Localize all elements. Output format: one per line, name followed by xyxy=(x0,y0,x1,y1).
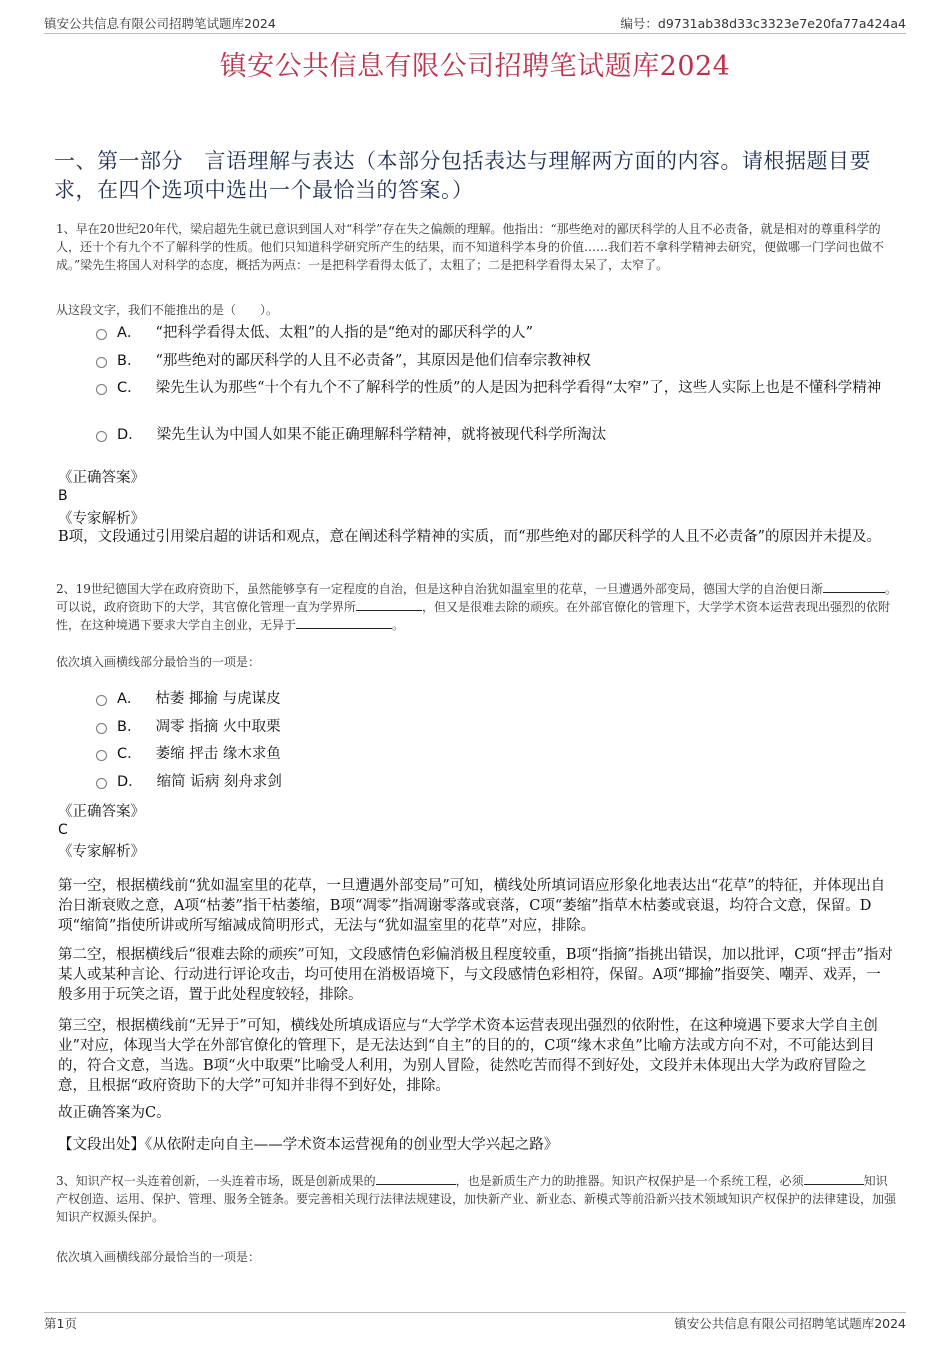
q1-prompt: 从这段文字，我们不能推出的是（ ）。 xyxy=(56,303,279,317)
radio-button[interactable] xyxy=(96,778,107,789)
q1-analysis-label: 《专家解析》 xyxy=(58,511,145,527)
page-title: 镇安公共信息有限公司招聘笔试题库2024 xyxy=(219,51,731,82)
header-doc-title: 镇安公共信息有限公司招聘笔试题库2024 xyxy=(44,16,276,31)
radio-button[interactable] xyxy=(96,384,107,395)
q2-prompt: 依次填入画横线部分最恰当的一项是： xyxy=(56,655,261,669)
q2-option-c[interactable]: C． 萎缩 抨击 缘木求鱼 xyxy=(96,744,896,764)
q2-analysis-p1: 第一空，根据横线前“犹如温室里的花草，一旦遭遇外部变局”可知，横线处所填词语应形象化地表达出“花草”的特征，并体现出自治日渐衰败之意，A项“枯萎”指干枯萎缩，B项“凋零”指凋谢零落或衰落，C项“萎缩”指草木枯萎或衰退，均符合文意，保留。D项“缩简”指使所讲或所写缩减成简明形式，无法与“犹如温室里的花草”对应，排除。 xyxy=(58,878,886,934)
page-footer xyxy=(44,1314,906,1334)
fill-blank xyxy=(804,1172,864,1185)
q2-analysis-label: 《专家解析》 xyxy=(58,844,145,860)
radio-button[interactable] xyxy=(96,357,107,368)
q1-option-c[interactable]: C． 梁先生认为那些“十个有九个不了解科学的性质”的人是因为把科学看得“太窄”了，这些人实际上也是不懂科学精神 xyxy=(96,378,896,398)
radio-button[interactable] xyxy=(96,329,107,340)
q1-stem: 1、早在20世纪20年代，梁启超先生就已意识到国人对“科学”存在失之偏颇的理解。他指出：“那些绝对的鄙厌科学的人且不必责备，就是相对的尊重科学的人，还十个有九个不了解科学的性质。他们只知道科学研究所产生的结果，而不知道科学本身的价值……我们若不拿科学精神去研究，便做哪一门学问也做不成。”梁先生将国人对科学的态度，概括为两点：一是把科学看得太低了，太粗了；二是把科学看得太呆了，太窄了。 xyxy=(56,222,885,272)
radio-button[interactable] xyxy=(96,695,107,706)
q2-answer: C xyxy=(58,822,68,838)
page-number: 第1页 xyxy=(44,1316,77,1331)
q3-prompt: 依次填入画横线部分最恰当的一项是： xyxy=(56,1250,261,1264)
q2-analysis-p3: 第三空，根据横线前“无异于”可知，横线处所填成语应与“大学学术资本运营表现出强烈的依附性，在这种境遇下要求大学自主创业”对应，体现当大学在外部官僚化的管理下，是无法达到“自主”的目的的，C项“缘木求鱼”比喻方法或方向不对，不可能达到目的，符合文意，当选。B项“火中取栗”比喻受人利用，为别人冒险，徒然吃苦而得不到好处，文段并未体现出大学为政府冒险之意，且根据“政府资助下的大学”可知并非得不到好处，排除。 xyxy=(58,1018,878,1094)
q2-option-b[interactable]: B． 凋零 指摘 火中取栗 xyxy=(96,717,896,737)
q2-option-d[interactable]: D． 缩简 诟病 刻舟求剑 xyxy=(96,772,896,792)
footer-doc-title: 镇安公共信息有限公司招聘笔试题库2024 xyxy=(674,1316,906,1331)
q2-option-a[interactable]: A． 枯萎 揶揄 与虎谋皮 xyxy=(96,689,896,709)
q1-option-a[interactable]: A． “把科学看得太低、太粗”的人指的是“绝对的鄙厌科学的人” xyxy=(96,323,896,343)
radio-button[interactable] xyxy=(96,431,107,442)
section-heading: 一、第一部分 言语理解与表达（本部分包括表达与理解两方面的内容。请根据题目要求，在四个选项中选出一个最恰当的答案。） xyxy=(54,149,871,202)
fill-blank xyxy=(356,598,422,611)
header-divider xyxy=(44,33,906,34)
q2-analysis-p2: 第二空，根据横线后“很难去除的顽疾”可知，文段感情色彩偏消极且程度较重，B项“指摘”指挑出错误，加以批评，C项“抨击”指对某人或某种言论、行动进行评论攻击，均可使用在消极语境下，与文段感情色彩相符，保留。A项“揶揄”指耍笑、嘲弄、戏弄，一般多用于玩笑之语，置于此处程度较轻，排除。 xyxy=(58,947,893,1003)
q1-answer: B xyxy=(58,488,68,504)
q2-source: 【文段出处】《从依附走向自主——学术资本运营视角的创业型大学兴起之路》 xyxy=(58,1137,559,1153)
q2-conclusion: 故正确答案为C。 xyxy=(58,1105,171,1121)
q2-stem: 2、19世纪德国大学在政府资助下，虽然能够享有一定程度的自治，但是这种自治犹如温室里的花草，一旦遭遇外部变局，德国大学的自治便日渐 。可以说，政府资助下的大学，其官僚化管理一直为学界所 ，但又是很难去除的顽疾。在外部官僚化的管理下，大学学术资本运营表现出强烈的依附性，在这种境遇下要求大学自主创业，无异于 。 xyxy=(56,582,897,632)
q1-option-d[interactable]: D． 梁先生认为中国人如果不能正确理解科学精神，就将被现代科学所淘汰 xyxy=(96,425,896,445)
q1-option-b[interactable]: B． “那些绝对的鄙厌科学的人且不必责备”，其原因是他们信奉宗教神权 xyxy=(96,351,896,371)
header-doc-id: 编号：d9731ab38d33c3323e7e20fa77a424a4 xyxy=(620,16,906,31)
q2-answer-label: 《正确答案》 xyxy=(58,804,145,820)
footer-divider xyxy=(44,1312,906,1313)
radio-button[interactable] xyxy=(96,750,107,761)
q3-stem: 3、知识产权一头连着创新，一头连着市场，既是创新成果的 ，也是新质生产力的助推器。知识产权保护是一个系统工程，必须 知识产权创造、运用、保护、管理、服务全链条。要完善相关现行法律法规建设，加快新产业、新业态、新模式等前沿新兴技术领域知识产权保护的法律建设，加强知识产权源头保护。 xyxy=(56,1174,897,1224)
radio-button[interactable] xyxy=(96,723,107,734)
q1-answer-label: 《正确答案》 xyxy=(58,470,145,486)
page-header xyxy=(44,14,906,34)
fill-blank xyxy=(296,616,392,629)
fill-blank xyxy=(823,580,885,593)
fill-blank xyxy=(376,1172,456,1185)
q1-analysis: B项，文段通过引用梁启超的讲话和观点，意在阐述科学精神的实质，而“那些绝对的鄙厌科学的人且不必责备”的原因并未提及。 xyxy=(58,529,881,545)
